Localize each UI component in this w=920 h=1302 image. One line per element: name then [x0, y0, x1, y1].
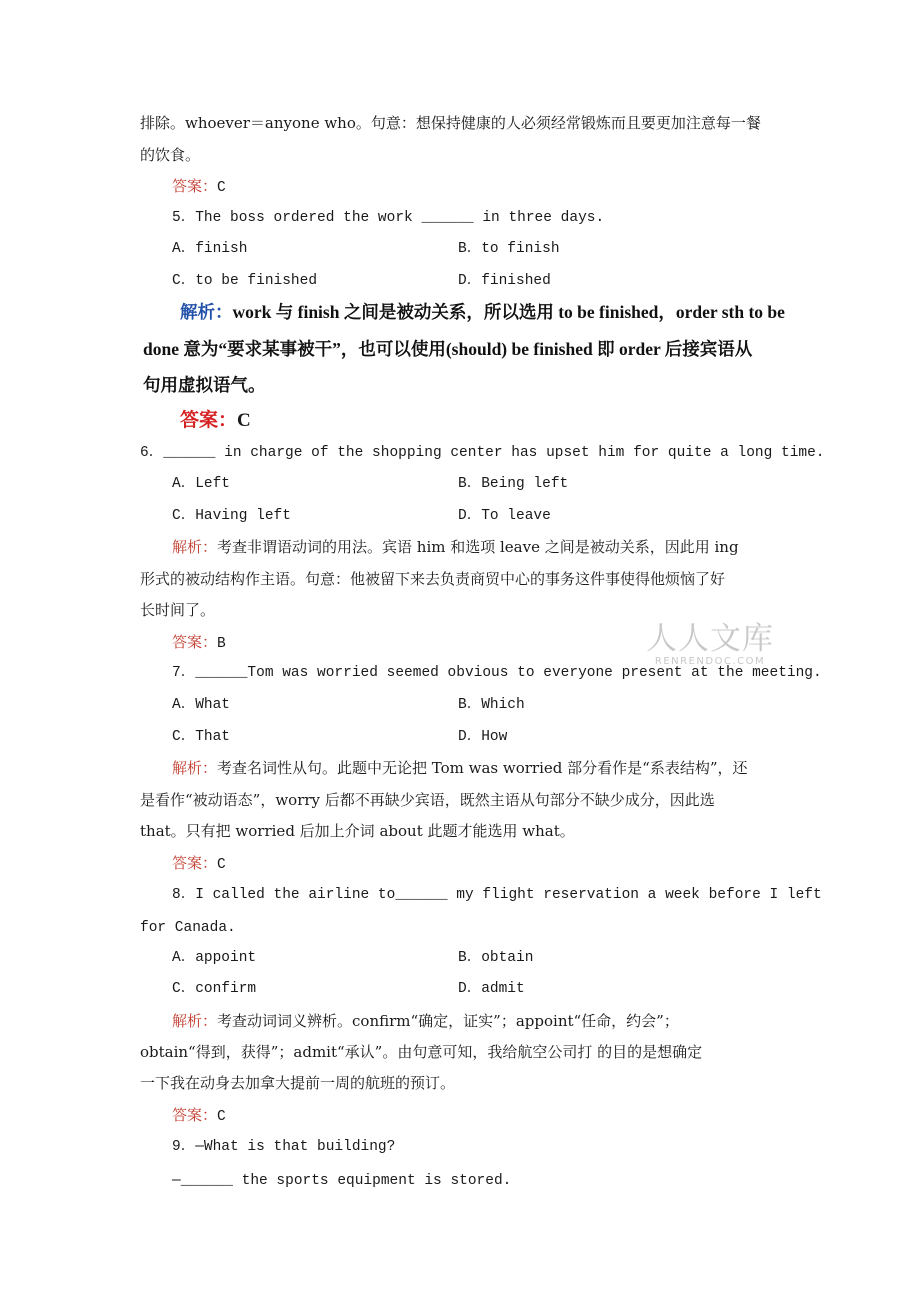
answer-label: 答案： [172, 854, 218, 872]
question-6-analysis-line-2: 形式的被动结构作主语。句意：他被留下来去负责商贸中心的事务这件事使得他烦恼了好 [140, 570, 726, 588]
analysis-text: 考查名词性从句。此题中无论把 Tom was worried 部分看作是“系表结构”，还 [217, 759, 748, 777]
question-7-option-c: C．That [172, 729, 231, 745]
question-8-option-a: A．appoint [172, 950, 257, 966]
analysis-label: 解析： [172, 759, 218, 777]
question-6-option-a: A．Left [172, 476, 231, 492]
question-6-option-b: B．Being left [458, 476, 569, 492]
question-8-stem-line-2: for Canada. [140, 920, 236, 936]
analysis-text: 考查动词词义辨析。confirm“确定，证实”；appoint“任命，约会”； [217, 1012, 679, 1030]
question-8-analysis-line-2: obtain“得到，获得”；admit“承认”。由句意可知，我给航空公司打 的目的是想确定 [140, 1043, 703, 1061]
question-5-analysis-line-1 [180, 302, 785, 322]
question-5-analysis-line-2: done 意为“要求某事被干”，也可以使用(should) be finished 即 order 后接宾语从 [143, 339, 753, 359]
analysis-label: 解析： [180, 302, 233, 322]
intro-line-1: 排除。whoever＝anyone who。句意：想保持健康的人必须经常锻炼而且要更加注意每一餐 [140, 114, 761, 132]
question-5-analysis-line-3: 句用虚拟语气。 [143, 375, 266, 395]
question-8-option-b: B．obtain [458, 950, 534, 966]
question-6-option-c: C．Having left [172, 508, 291, 524]
question-7-analysis-line-3: that。只有把 worried 后加上介词 about 此题才能选用 what。 [140, 822, 575, 840]
question-5-option-b: B．to finish [458, 241, 560, 257]
question-8-analysis-line-3: 一下我在动身去加拿大提前一周的航班的预订。 [140, 1074, 456, 1092]
intro-answer [172, 176, 226, 198]
answer-value: B [217, 636, 226, 652]
analysis-label: 解析： [172, 1012, 218, 1030]
answer-label: 答案： [172, 633, 218, 651]
answer-value: C [217, 857, 226, 873]
intro-line-2: 的饮食。 [140, 146, 201, 164]
question-9-stem-line-1: 9．—What is that building? [172, 1139, 396, 1155]
watermark-logo: 人人文库 [646, 621, 774, 657]
question-6-analysis-line-1 [172, 537, 739, 557]
answer-value: C [237, 410, 251, 431]
question-7-analysis-line-1 [172, 758, 748, 778]
watermark-domain: RENRENDOC.COM [654, 656, 766, 667]
question-7-option-a: A．What [172, 697, 231, 713]
answer-label: 答案： [172, 1106, 218, 1124]
question-6-option-d: D．To leave [458, 508, 551, 524]
question-6-stem: 6．______ in charge of the shopping center has upset him for quite a long time. [140, 445, 825, 461]
question-6-analysis-line-3: 长时间了。 [140, 601, 216, 619]
question-7-option-d: D．How [458, 729, 508, 745]
question-7-option-b: B．Which [458, 697, 525, 713]
answer-label: 答案： [180, 410, 238, 431]
question-5-option-c: C．to be finished [172, 273, 318, 289]
question-9-stem-line-2: —______ the sports equipment is stored. [172, 1173, 512, 1189]
analysis-text: 考查非谓语动词的用法。宾语 him 和选项 leave 之间是被动关系，因此用 ing [217, 538, 739, 556]
analysis-label: 解析： [172, 538, 218, 556]
watermark [646, 622, 774, 668]
question-7-analysis-line-2: 是看作“被动语态”，worry 后都不再缺少宾语，既然主语从句部分不缺少成分，因此选 [140, 791, 715, 809]
question-5-stem: 5．The boss ordered the work ______ in three days. [172, 210, 605, 226]
question-8-answer [172, 1105, 226, 1127]
question-8-option-d: D．admit [458, 981, 525, 997]
question-5-option-a: A．finish [172, 241, 248, 257]
question-5-option-d: D．finished [458, 273, 551, 289]
analysis-text: work 与 finish 之间是被动关系，所以选用 to be finished，order sth to be [232, 302, 785, 322]
question-8-analysis-line-1 [172, 1011, 679, 1031]
question-8-stem-line-1: 8．I called the airline to______ my flight reservation a week before I left [172, 887, 822, 903]
question-7-answer [172, 853, 226, 875]
question-6-answer [172, 632, 226, 654]
answer-label: 答案： [172, 177, 218, 195]
answer-value: C [217, 1109, 226, 1125]
answer-value: C [217, 180, 226, 196]
question-8-option-c: C．confirm [172, 981, 257, 997]
question-5-answer [180, 411, 251, 431]
question-7-stem: 7．______Tom was worried seemed obvious to everyone present at the meeting. [172, 665, 822, 681]
